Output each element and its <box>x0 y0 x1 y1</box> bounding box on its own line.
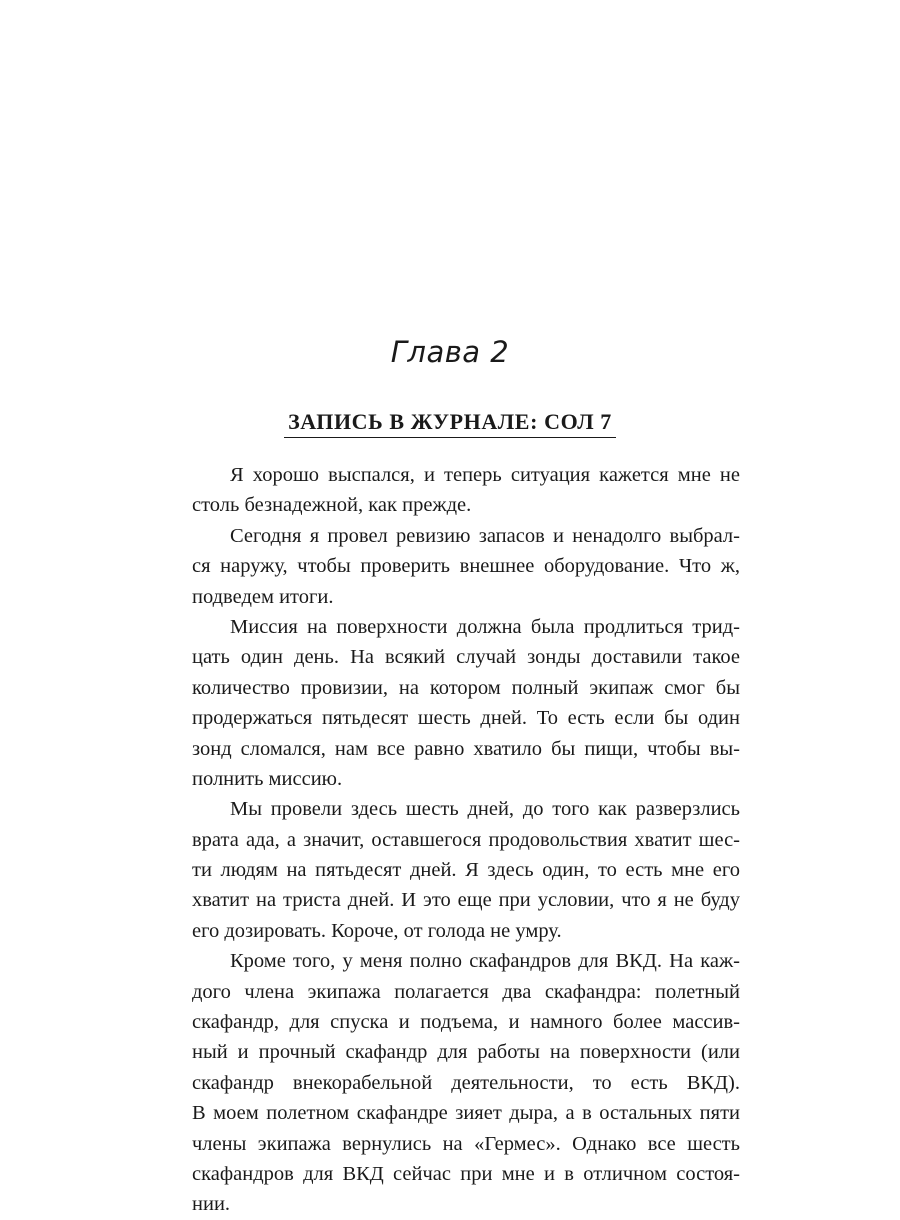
paragraph-2 <box>192 521 740 612</box>
text-line: Я хорошо выспался, и теперь ситуация кажется мне не <box>230 464 740 486</box>
text-line: полнить миссию. <box>192 767 343 790</box>
body-text <box>192 460 740 1220</box>
text-line: скафандров для ВКД сейчас при мне и в отличном состоя- <box>192 1162 740 1185</box>
text-line: нии. <box>192 1193 231 1216</box>
text-line: Миссия на поверхности должна была продлиться трид- <box>230 615 740 638</box>
log-entry-heading <box>0 408 900 438</box>
text-line: ный и прочный скафандр для работы на поверхности (или <box>192 1041 740 1064</box>
paragraph-5 <box>192 946 740 1220</box>
text-line: подведем итоги. <box>192 585 334 608</box>
text-line: его дозировать. Короче, от голода не умру. <box>192 919 562 942</box>
log-entry-heading-text: ЗАПИСЬ В ЖУРНАЛЕ: СОЛ 7 <box>284 408 616 438</box>
text-line: зонд сломался, нам все равно хватило бы пищи, чтобы вы- <box>192 737 740 760</box>
text-line: количество провизии, на котором полный экипаж смог бы <box>192 676 740 699</box>
text-line: члены экипажа вернулись на «Гермес». Однако все шесть <box>192 1132 740 1155</box>
text-line: дого члена экипажа полагается два скафандра: полетный <box>192 980 740 1003</box>
text-line: цать один день. На всякий случай зонды доставили такое <box>192 646 740 669</box>
text-line: столь безнадежной, как прежде. <box>192 494 472 517</box>
text-line: продержаться пятьдесят шесть дней. То есть если бы один <box>192 707 740 730</box>
text-line: скафандр, для спуска и подъема, и намного более массив- <box>192 1011 740 1034</box>
chapter-title: Глава 2 <box>390 335 510 369</box>
text-line: хватит на триста дней. И это еще при условии, что я не буду <box>192 889 740 912</box>
text-line: скафандр внекорабельной деятельности, то есть ВКД). <box>192 1071 740 1094</box>
paragraph-1 <box>192 460 740 521</box>
paragraph-3 <box>192 612 740 794</box>
text-line: В моем полетном скафандре зияет дыра, а в остальных пяти <box>192 1102 740 1125</box>
text-line: Сегодня я провел ревизию запасов и ненадолго выбрал- <box>230 524 740 547</box>
text-line: Мы провели здесь шесть дней, до того как разверзлись <box>230 798 740 821</box>
paragraph-4 <box>192 794 740 946</box>
text-line: Кроме того, у меня полно скафандров для ВКД. На каж- <box>230 950 740 973</box>
text-line: ти людям на пятьдесят дней. Я здесь один, то есть мне его <box>192 859 740 882</box>
text-line: врата ада, а значит, оставшегося продовольствия хватит шес- <box>192 828 740 851</box>
text-line: ся наружу, чтобы проверить внешнее оборудование. Что ж, <box>192 555 740 578</box>
